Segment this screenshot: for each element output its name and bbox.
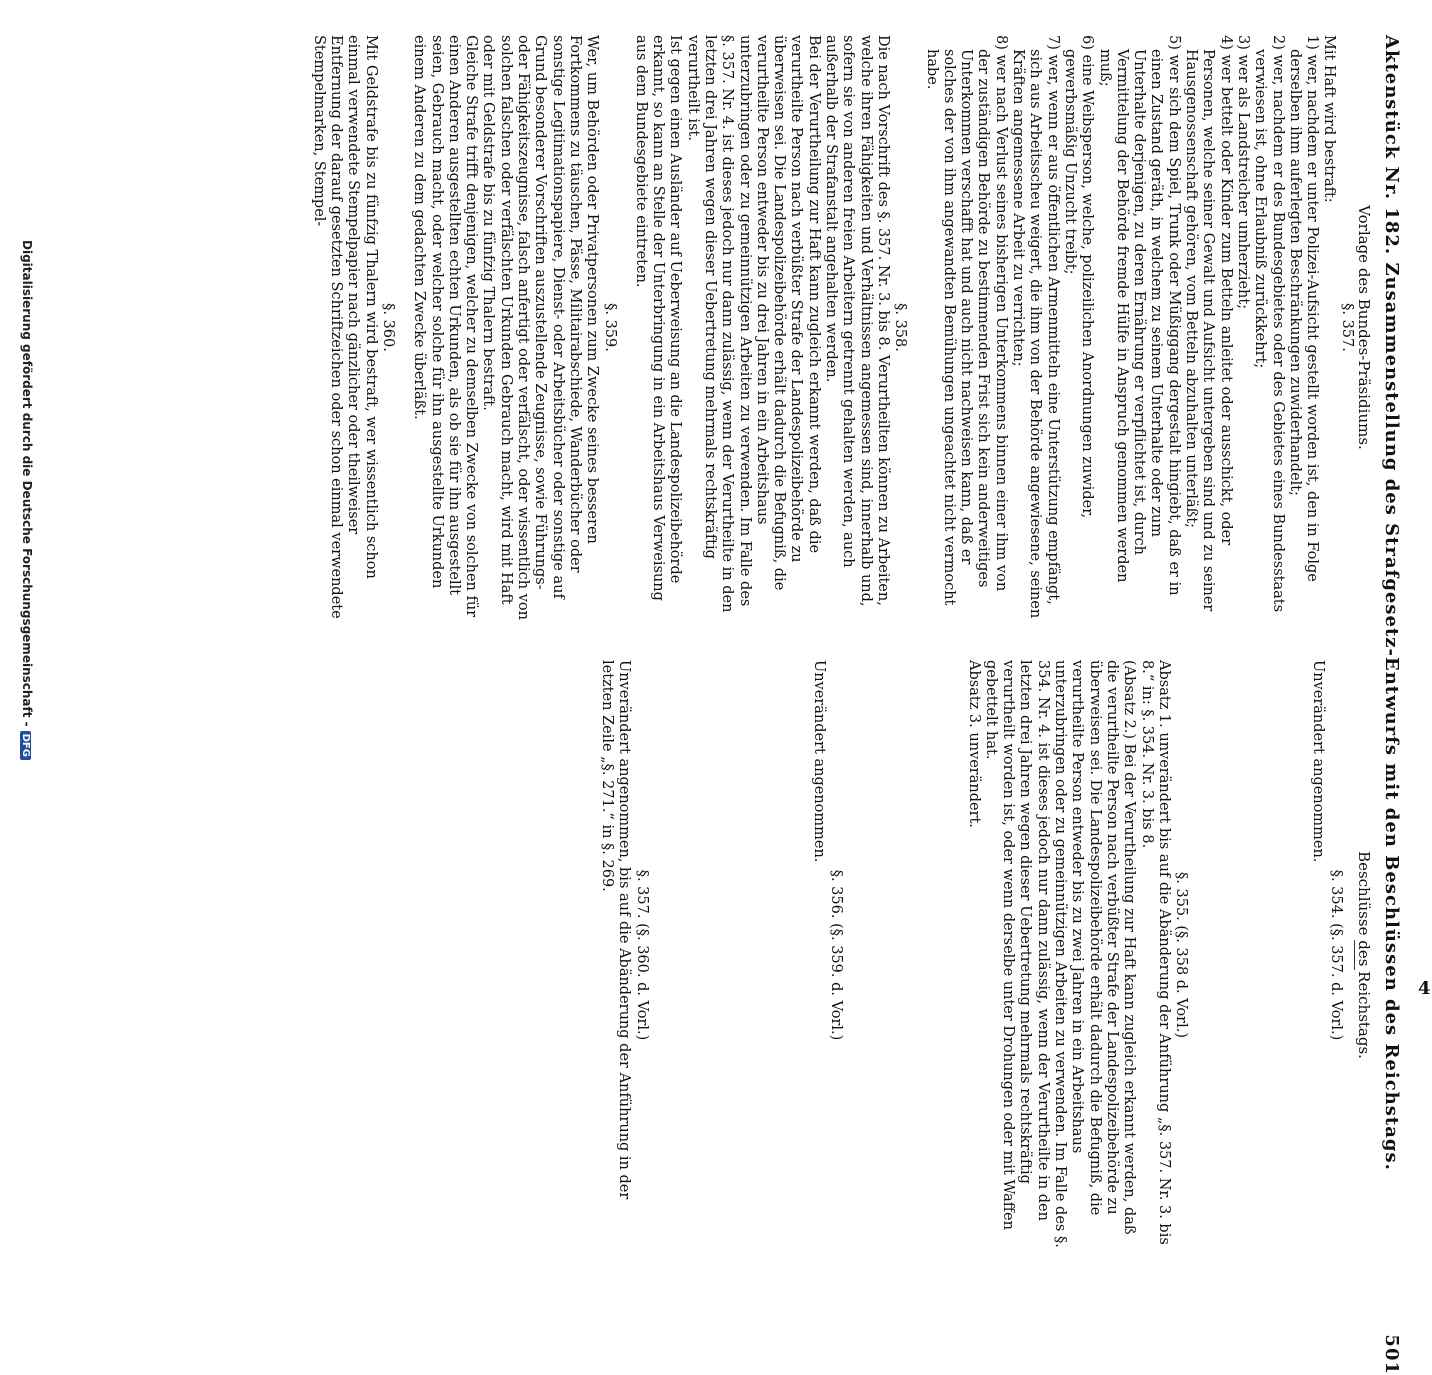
section-357-item-1: 1) wer, nachdem er unter Polizei-Aufsicht gestellt worden ist, den in Folge derselben ihm auferlegten Beschränkungen zuwiderhandelt; — [1286, 35, 1321, 582]
digitization-credit-text: Digitalisierung gefördert durch die Deutsche Forschungsgemeinschaft - — [20, 240, 34, 727]
resolution-357-heading: §. 357. (§. 360. d. Vorl.) — [633, 869, 650, 1041]
resolution-356-heading: §. 356. (§. 359. d. Vorl.) — [828, 869, 845, 1041]
section-357-item-8: 8) wer nach Verlust seines bisherigen Unterkommens binnen einer ihm von der zuständigen Behörde zu bestimmenden Frist sich kein anderweitiges Unterkommen verschafft hat und auch nicht nachweisen kann, daß er solches der von ihm angewandten Bemühungen ungeachtet nicht vermocht habe. — [923, 35, 1009, 606]
section-357-item-5: 5) wer sich dem Spiel, Trunk oder Müßiggang dergestalt hingiebt, daß er in einen Zustand geräth, in welchem zu seinem Unterhalte oder zum Unterhalte derjenigen, zu deren Ernährung er verpflichtet ist, durch Vermittelung der Behörde fremde Hülfe in Anspruch genommen werden muß; — [1096, 35, 1182, 596]
right-column-subtitle: Beschlüsse des Reichstags. — [1355, 851, 1373, 1059]
section-357-item-6: 6) eine Weibsperson, welche, polizeilichen Anordnungen zuwider, gewerbsmäßig Unzucht treibt; — [1061, 35, 1096, 519]
section-357-item-2: 2) wer, nachdem er des Bundesgebietes oder des Gebietes eines Bundesstaats verwiesen ist, ohne Erlaubniß zurückkehrt; — [1252, 35, 1286, 613]
section-359-heading: §. 359. — [601, 303, 618, 352]
section-360-heading: §. 360. — [379, 303, 396, 352]
section-358-heading: §. 358. — [892, 303, 909, 352]
digitization-credit — [20, 0, 34, 1000]
section-357-item-4: 4) wer bettelt oder Kinder zum Betteln anleitet oder ausschickt, oder Personen, welche seiner Gewalt und Aufsicht untergeben sind und zu seiner Hausgenossenschaft gehören, vom Betteln abzuhalten unterläßt; — [1183, 35, 1234, 612]
section-359-paragraph-2: Gleiche Strafe trifft denjenigen, welcher zu demselben Zwecke von solchen für einen Anderen ausgestellten echten Urkunden, als ob sie für ihn ausgestellt seien, Gebrauch macht, oder welcher solche für ihn ausgestellte Urkunden einem Anderen zu dem gedachten Zwecke überläßt. — [411, 35, 480, 618]
left-column-government-draft — [309, 35, 1372, 620]
page-header — [1381, 35, 1402, 1375]
resolution-354-heading: §. 354. (§. 357. d. Vorl.) — [1327, 869, 1344, 1041]
left-column-subtitle: Vorlage des Bundes-Präsidiums. — [1355, 205, 1373, 450]
section-357-item-7: 7) wer, wenn er aus öffentlichen Armenmitteln eine Unterstützung empfängt, sich aus Arbeitsscheu weigert, die ihm von der Behörde angewiesene, seinen Kräften angemessene Arbeit zu verrichten; — [1010, 35, 1061, 619]
section-357-heading: §. 357. — [1338, 303, 1355, 352]
page-title: Aktenstück Nr. 182. Zusammenstellung des Strafgesetz-Entwurfs mit den Beschlüssen des Reichstags. — [1381, 35, 1402, 1171]
resolution-355-heading: §. 355. (§. 358 d. Vorl.) — [1173, 872, 1190, 1038]
section-360-paragraph: Mit Geldstrafe bis zu fünfzig Thalern wird bestraft, wer wissentlich schon einmal verwendete Stempelpapier nach gänzlicher oder theilweiser Entfernung der darauf gesetzten Schriftzeichen oder schon einmal verwendete Stempelmarken, Stempel- — [310, 35, 379, 619]
resolution-356-text: Unverändert angenommen. — [810, 660, 827, 863]
edge-mark: 4 — [1418, 978, 1431, 999]
page-number: 501 — [1381, 1334, 1402, 1375]
resolution-357-text: Unverändert angenommen, bis auf die Abänderung der Anführung in der letzten Zeile „§. 271.“ in §. 269. — [599, 660, 633, 1200]
section-359-paragraph-1: Wer, um Behörden oder Privatpersonen zum Zwecke seines besseren Fortkommens zu täuschen, Pässe, Militairabschiede, Wanderbücher oder sonstige Legitimationspapiere, Dienst- oder Arbeitsbücher oder sonstige auf Grund besonderer Vorschriften auszustellende Zeugnisse, sowie Führungs- oder Fähigkeitszeugnisse, falsch anfertigt oder verfälscht, oder wissentlich von solchen falschen oder verfälschten Urkunden Gebrauch macht, wird mit Haft oder mit Geldstrafe bis zu fünfzig Thalern bestraft. — [480, 35, 601, 620]
dfg-logo: DFG — [20, 731, 31, 760]
section-358-paragraph-2: Bei der Verurtheilung zur Haft kann zugleich erkannt werden, daß die verurtheilte Person nach verbüßter Strafe der Landespolizeibehörde zu überweisen sei. Die Landespolizeibehörde erhält dadurch die Befugniß, die verurtheilte Person entweder bis zu drei Jahren in ein Arbeitshaus unterzubringen oder zu gemeinnützigen Arbeiten zu verwenden. Im Falle des §. 357. Nr. 4. ist dieses jedoch nur dann zulässig, wenn der Verurtheilte in den letzten drei Jahren wegen dieser Uebertretung mehrmals rechtskräftig verurtheilt ist. — [684, 35, 822, 613]
resolution-355-paragraph-3: Absatz 3. unverändert. — [965, 660, 982, 828]
section-357-intro: Mit Haft wird bestraft: — [1321, 35, 1338, 203]
section-358-paragraph-1: Die nach Vorschrift des §. 357. Nr. 3. bis 8. Verurtheilten können zu Arbeiten, welche ihren Fähigkeiten und Verhältnissen angemessen sind, innerhalb und, sofern sie von anderen freien Arbeitern getrennt gehalten werden, auch außerhalb der Strafanstalt angehalten werden. — [823, 35, 891, 607]
resolution-354-text: Unverändert angenommen. — [1310, 660, 1327, 863]
section-358-paragraph-3: Ist gegen einen Ausländer auf Ueberweisung an die Landespolizeibehörde erkannt, so kann an Stelle der Unterbringung in ein Arbeitshaus Verweisung aus dem Bundesgebiete eintreten. — [632, 35, 684, 601]
resolution-355-paragraph-1: Absatz 1. unverändert bis auf die Abänderung der Anführung „§. 357. Nr. 3. bis 8.“ in: §. 354. Nr. 3. bis 8. — [1138, 660, 1172, 1245]
right-column-reichstag-resolutions — [598, 660, 1372, 1250]
resolution-355-paragraph-2: (Absatz 2.) Bei der Verurtheilung zur Haft kann zugleich erkannt werden, daß die verurtheilte Person nach verbüßter Strafe der Landespolizeibehörde zu überweisen sei. Die Landespolizeibehörde erhält dadurch die Befugniß, die verurtheilte Person entweder bis zu zwei Jahren in ein Arbeitshaus unterzubringen oder zu gemeinnützigen Arbeiten zu verwenden. Im Falle des §. 354. Nr. 4. ist dieses jedoch nur dann zulässig, wenn der Verurtheilte in den letzten drei Jahren wegen dieser Uebertretung mehrmals rechtskräftig verurtheilt worden ist, oder wenn derselbe unter Drohungen oder mit Waffen gebettelt hat. — [982, 660, 1138, 1248]
section-357-item-3: 3) wer als Landstreicher umherzieht; — [1234, 35, 1251, 310]
